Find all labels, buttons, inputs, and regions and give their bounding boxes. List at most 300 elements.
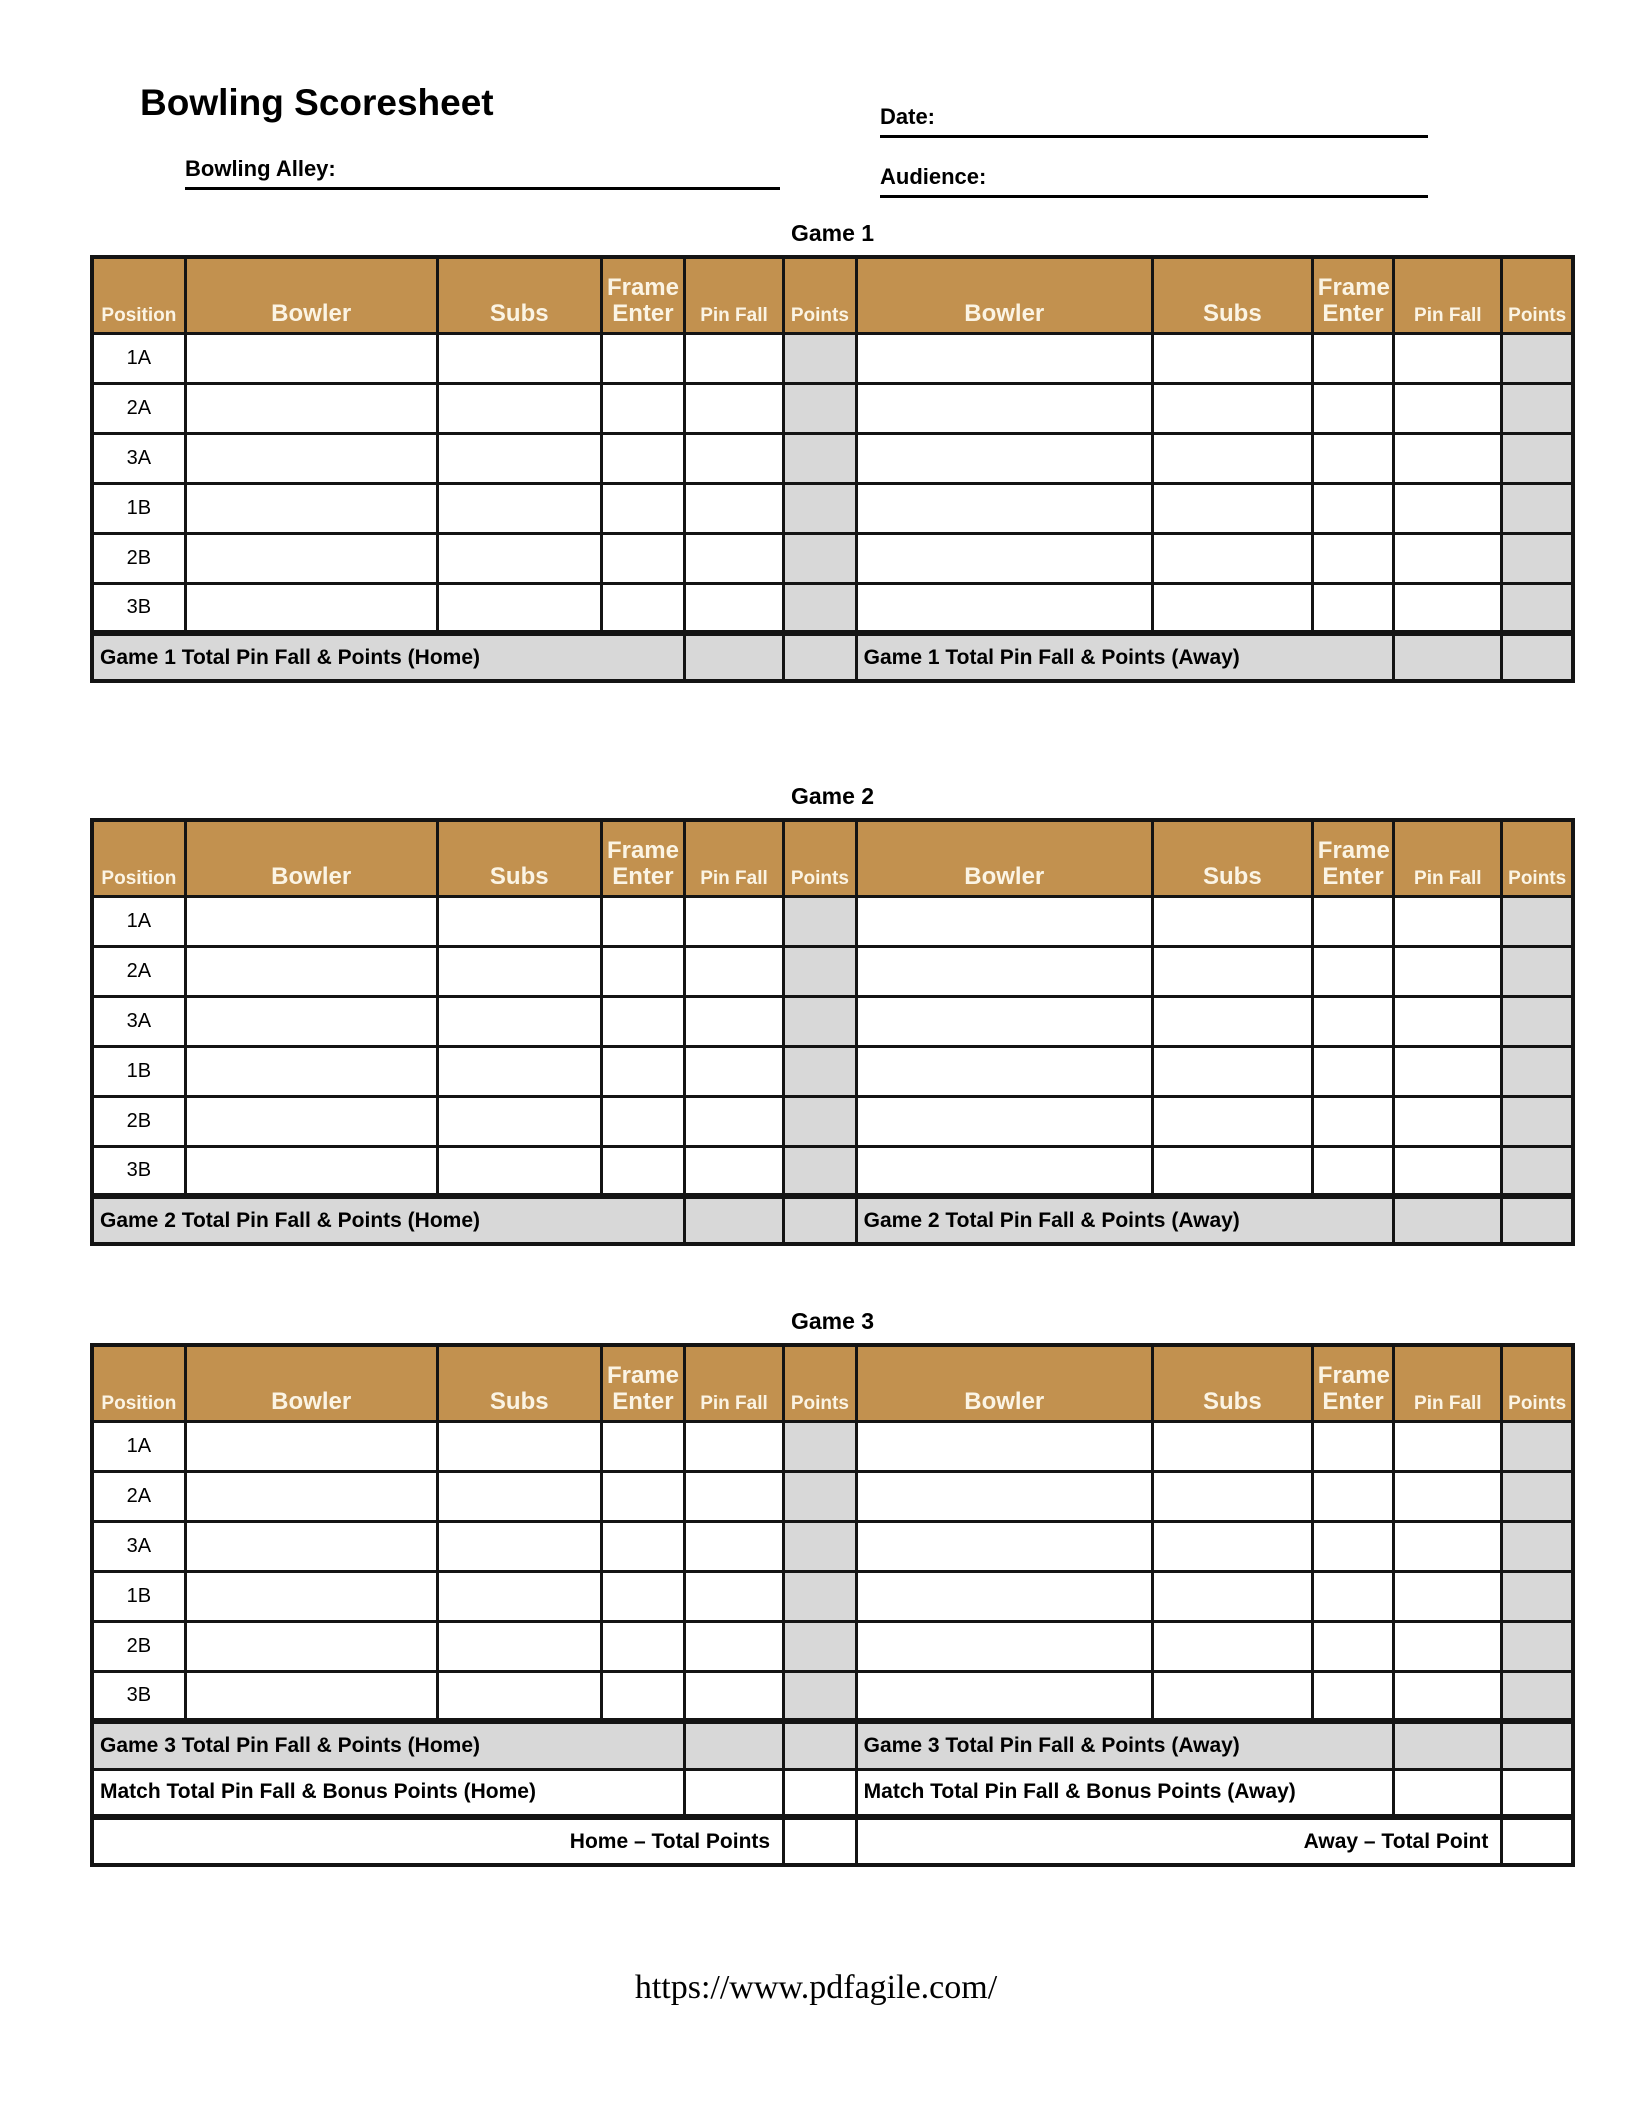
points-home-cell[interactable] (784, 1521, 857, 1571)
bowler-home-cell[interactable] (185, 1096, 437, 1146)
pin-fall-away-cell[interactable] (1394, 483, 1502, 533)
col-subs-away: Subs (1152, 1345, 1312, 1421)
points-away-cell[interactable] (1502, 1471, 1573, 1521)
frame-enter-away-cell[interactable] (1312, 1671, 1393, 1721)
col-points-away: Points (1502, 1345, 1573, 1421)
pin-fall-away-cell[interactable] (1394, 433, 1502, 483)
pin-fall-away-cell[interactable] (1394, 1571, 1502, 1621)
col-frame-enter-home: Frame Enter (601, 820, 684, 896)
bowler-home-cell[interactable] (185, 1421, 437, 1471)
frame-enter-home-cell[interactable] (601, 1146, 684, 1196)
subs-away-cell[interactable] (1152, 433, 1312, 483)
col-subs-home: Subs (437, 257, 601, 333)
home-total-pin-fall-cell[interactable] (684, 1196, 783, 1244)
home-total-pin-fall-cell[interactable] (684, 633, 783, 681)
col-pin-fall-home: Pin Fall (684, 257, 783, 333)
subs-home-cell[interactable] (437, 1521, 601, 1571)
subs-away-cell[interactable] (1152, 1421, 1312, 1471)
subs-away-cell[interactable] (1152, 996, 1312, 1046)
frame-enter-away-cell[interactable] (1312, 1471, 1393, 1521)
frame-enter-home-cell[interactable] (601, 1471, 684, 1521)
subs-home-cell[interactable] (437, 383, 601, 433)
points-home-cell[interactable] (784, 1421, 857, 1471)
frame-enter-away-cell[interactable] (1312, 583, 1393, 633)
score-row (92, 1571, 1573, 1621)
points-away-cell[interactable] (1502, 333, 1573, 383)
score-row (92, 333, 1573, 383)
pin-fall-home-cell[interactable] (684, 1146, 783, 1196)
home-total-label: Game 3 Total Pin Fall & Points (Home) (92, 1721, 684, 1769)
bowler-home-cell[interactable] (185, 1621, 437, 1671)
away-final-points-cell[interactable] (1502, 1817, 1573, 1865)
position-cell: 3B (92, 583, 185, 633)
match-home-label: Match Total Pin Fall & Bonus Points (Home) (92, 1769, 684, 1817)
pin-fall-away-cell[interactable] (1394, 383, 1502, 433)
points-away-cell[interactable] (1502, 1146, 1573, 1196)
pin-fall-home-cell[interactable] (684, 996, 783, 1046)
bowler-home-cell[interactable] (185, 1571, 437, 1621)
position-cell: 3A (92, 433, 185, 483)
position-cell: 2A (92, 946, 185, 996)
col-position: Position (92, 1345, 185, 1421)
score-row (92, 533, 1573, 583)
points-away-cell[interactable] (1502, 1096, 1573, 1146)
col-subs-home: Subs (437, 820, 601, 896)
subs-away-cell[interactable] (1152, 896, 1312, 946)
subs-home-cell[interactable] (437, 1146, 601, 1196)
pin-fall-away-cell[interactable] (1394, 1621, 1502, 1671)
bowler-away-cell[interactable] (856, 1571, 1152, 1621)
col-frame-enter-away: Frame Enter (1312, 257, 1393, 333)
game-total-row (92, 633, 1573, 681)
subs-home-cell[interactable] (437, 533, 601, 583)
points-home-cell[interactable] (784, 1096, 857, 1146)
pin-fall-home-cell[interactable] (684, 483, 783, 533)
frame-enter-away-cell[interactable] (1312, 1621, 1393, 1671)
score-row (92, 1621, 1573, 1671)
pin-fall-home-cell[interactable] (684, 946, 783, 996)
col-frame-enter-away: Frame Enter (1312, 820, 1393, 896)
subs-away-cell[interactable] (1152, 383, 1312, 433)
frame-enter-home-cell[interactable] (601, 896, 684, 946)
away-total-label: Game 3 Total Pin Fall & Points (Away) (856, 1721, 1394, 1769)
frame-enter-away-cell[interactable] (1312, 1046, 1393, 1096)
match-away-points-cell[interactable] (1502, 1769, 1573, 1817)
score-row (92, 1471, 1573, 1521)
bowler-home-cell[interactable] (185, 1046, 437, 1096)
position-cell: 2B (92, 1621, 185, 1671)
bowler-away-cell[interactable] (856, 1471, 1152, 1521)
page-title: Bowling Scoresheet (140, 82, 494, 123)
position-cell: 3B (92, 1671, 185, 1721)
position-cell: 1A (92, 333, 185, 383)
frame-enter-home-cell[interactable] (601, 533, 684, 583)
col-points-away: Points (1502, 257, 1573, 333)
pin-fall-home-cell[interactable] (684, 1471, 783, 1521)
subs-away-cell[interactable] (1152, 1146, 1312, 1196)
pin-fall-away-cell[interactable] (1394, 1421, 1502, 1471)
bowler-away-cell[interactable] (856, 483, 1152, 533)
game-total-row (92, 1721, 1573, 1769)
frame-enter-home-cell[interactable] (601, 583, 684, 633)
position-cell: 1B (92, 1046, 185, 1096)
frame-enter-away-cell[interactable] (1312, 1571, 1393, 1621)
pin-fall-away-cell[interactable] (1394, 896, 1502, 946)
home-total-label: Game 2 Total Pin Fall & Points (Home) (92, 1196, 684, 1244)
home-total-points-cell[interactable] (784, 633, 857, 681)
subs-home-cell[interactable] (437, 996, 601, 1046)
points-away-cell[interactable] (1502, 583, 1573, 633)
footer-url: https://www.pdfagile.com/ (634, 1969, 998, 2006)
col-points-away: Points (1502, 820, 1573, 896)
position-cell: 1B (92, 1571, 185, 1621)
pin-fall-away-cell[interactable] (1394, 946, 1502, 996)
score-row (92, 946, 1573, 996)
pin-fall-away-cell[interactable] (1394, 1146, 1502, 1196)
col-subs-away: Subs (1152, 820, 1312, 896)
subs-home-cell[interactable] (437, 483, 601, 533)
header-left (140, 82, 880, 198)
points-away-cell[interactable] (1502, 1621, 1573, 1671)
score-row (92, 1096, 1573, 1146)
points-away-cell[interactable] (1502, 1571, 1573, 1621)
position-cell: 3A (92, 1521, 185, 1571)
frame-enter-away-cell[interactable] (1312, 1146, 1393, 1196)
score-row (92, 1421, 1573, 1471)
home-final-label: Home – Total Points (92, 1817, 784, 1865)
subs-home-cell[interactable] (437, 946, 601, 996)
col-pin-fall-away: Pin Fall (1394, 257, 1502, 333)
home-total-points-cell[interactable] (784, 1196, 857, 1244)
subs-away-cell[interactable] (1152, 333, 1312, 383)
col-pin-fall-home: Pin Fall (684, 1345, 783, 1421)
match-home-pin-fall-cell[interactable] (684, 1769, 783, 1817)
home-total-label: Game 1 Total Pin Fall & Points (Home) (92, 633, 684, 681)
header-row (92, 820, 1573, 896)
bowler-away-cell[interactable] (856, 896, 1152, 946)
score-row (92, 1146, 1573, 1196)
bowler-home-cell[interactable] (185, 533, 437, 583)
subs-home-cell[interactable] (437, 333, 601, 383)
frame-enter-home-cell[interactable] (601, 483, 684, 533)
points-home-cell[interactable] (784, 946, 857, 996)
score-row (92, 383, 1573, 433)
game-1-title: Game 1 (790, 220, 875, 246)
subs-away-cell[interactable] (1152, 946, 1312, 996)
points-home-cell[interactable] (784, 533, 857, 583)
bowler-home-cell[interactable] (185, 1146, 437, 1196)
subs-home-cell[interactable] (437, 1571, 601, 1621)
frame-enter-home-cell[interactable] (601, 1421, 684, 1471)
bowler-home-cell[interactable] (185, 1471, 437, 1521)
bowler-away-cell[interactable] (856, 996, 1152, 1046)
points-home-cell[interactable] (784, 1046, 857, 1096)
points-home-cell[interactable] (784, 483, 857, 533)
frame-enter-home-cell[interactable] (601, 1571, 684, 1621)
bowler-away-cell[interactable] (856, 1521, 1152, 1571)
bowler-home-cell[interactable] (185, 333, 437, 383)
subs-away-cell[interactable] (1152, 1521, 1312, 1571)
subs-away-cell[interactable] (1152, 1621, 1312, 1671)
pin-fall-away-cell[interactable] (1394, 333, 1502, 383)
points-away-cell[interactable] (1502, 1671, 1573, 1721)
game-1-table (90, 255, 1575, 683)
away-total-pin-fall-cell[interactable] (1394, 1721, 1502, 1769)
match-total-row (92, 1769, 1573, 1817)
match-away-pin-fall-cell[interactable] (1394, 1769, 1502, 1817)
points-home-cell[interactable] (784, 1146, 857, 1196)
frame-enter-home-cell[interactable] (601, 996, 684, 1046)
pin-fall-home-cell[interactable] (684, 1521, 783, 1571)
game-3-table (90, 1343, 1575, 1867)
frame-enter-away-cell[interactable] (1312, 1421, 1393, 1471)
date-label: Date: (880, 104, 936, 129)
pin-fall-away-cell[interactable] (1394, 996, 1502, 1046)
points-away-cell[interactable] (1502, 383, 1573, 433)
pin-fall-home-cell[interactable] (684, 1096, 783, 1146)
game-total-row (92, 1196, 1573, 1244)
game-3-title: Game 3 (790, 1308, 875, 1334)
frame-enter-home-cell[interactable] (601, 383, 684, 433)
bowler-away-cell[interactable] (856, 1146, 1152, 1196)
frame-enter-away-cell[interactable] (1312, 1096, 1393, 1146)
pin-fall-away-cell[interactable] (1394, 1096, 1502, 1146)
col-bowler-home: Bowler (185, 820, 437, 896)
points-home-cell[interactable] (784, 1671, 857, 1721)
home-total-points-cell[interactable] (784, 1721, 857, 1769)
position-cell: 2A (92, 1471, 185, 1521)
points-home-cell[interactable] (784, 896, 857, 946)
position-cell: 3A (92, 996, 185, 1046)
bowler-home-cell[interactable] (185, 896, 437, 946)
page-header (0, 0, 1632, 198)
pin-fall-away-cell[interactable] (1394, 1471, 1502, 1521)
pin-fall-away-cell[interactable] (1394, 1046, 1502, 1096)
frame-enter-home-cell[interactable] (601, 1621, 684, 1671)
date-field[interactable] (880, 104, 1428, 138)
position-cell: 2B (92, 533, 185, 583)
points-away-cell[interactable] (1502, 483, 1573, 533)
bowler-away-cell[interactable] (856, 1096, 1152, 1146)
frame-enter-away-cell[interactable] (1312, 433, 1393, 483)
score-row (92, 996, 1573, 1046)
game-3-section (0, 1308, 1632, 1867)
subs-home-cell[interactable] (437, 1671, 601, 1721)
game-2-table (90, 818, 1575, 1246)
pin-fall-home-cell[interactable] (684, 1046, 783, 1096)
bowler-away-cell[interactable] (856, 383, 1152, 433)
col-subs-home: Subs (437, 1345, 601, 1421)
bowling-alley-field[interactable] (185, 156, 780, 190)
points-away-cell[interactable] (1502, 433, 1573, 483)
col-bowler-home: Bowler (185, 257, 437, 333)
pin-fall-away-cell[interactable] (1394, 1521, 1502, 1571)
home-final-points-cell[interactable] (784, 1817, 857, 1865)
bowler-away-cell[interactable] (856, 1421, 1152, 1471)
points-home-cell[interactable] (784, 1621, 857, 1671)
frame-enter-home-cell[interactable] (601, 433, 684, 483)
points-away-cell[interactable] (1502, 996, 1573, 1046)
points-home-cell[interactable] (784, 583, 857, 633)
points-away-cell[interactable] (1502, 533, 1573, 583)
pin-fall-home-cell[interactable] (684, 583, 783, 633)
bowler-home-cell[interactable] (185, 1521, 437, 1571)
pin-fall-home-cell[interactable] (684, 333, 783, 383)
bowler-home-cell[interactable] (185, 583, 437, 633)
header-row (92, 257, 1573, 333)
col-bowler-away: Bowler (856, 257, 1152, 333)
bowler-away-cell[interactable] (856, 1621, 1152, 1671)
col-frame-enter-home: Frame Enter (601, 1345, 684, 1421)
bowler-home-cell[interactable] (185, 1671, 437, 1721)
frame-enter-home-cell[interactable] (601, 333, 684, 383)
frame-enter-away-cell[interactable] (1312, 996, 1393, 1046)
bowler-home-cell[interactable] (185, 383, 437, 433)
col-position: Position (92, 257, 185, 333)
match-away-label: Match Total Pin Fall & Bonus Points (Away) (856, 1769, 1394, 1817)
score-row (92, 896, 1573, 946)
pin-fall-home-cell[interactable] (684, 1671, 783, 1721)
game-2-section (0, 783, 1632, 1246)
col-points-home: Points (784, 820, 857, 896)
subs-home-cell[interactable] (437, 1046, 601, 1096)
points-away-cell[interactable] (1502, 1421, 1573, 1471)
pin-fall-home-cell[interactable] (684, 1421, 783, 1471)
header-row (92, 1345, 1573, 1421)
bowler-away-cell[interactable] (856, 1046, 1152, 1096)
game-2-title: Game 2 (790, 783, 875, 809)
frame-enter-away-cell[interactable] (1312, 1521, 1393, 1571)
subs-away-cell[interactable] (1152, 1671, 1312, 1721)
frame-enter-away-cell[interactable] (1312, 946, 1393, 996)
position-cell: 1B (92, 483, 185, 533)
frame-enter-home-cell[interactable] (601, 1671, 684, 1721)
points-home-cell[interactable] (784, 996, 857, 1046)
header-right (880, 82, 1428, 198)
col-bowler-away: Bowler (856, 1345, 1152, 1421)
frame-enter-away-cell[interactable] (1312, 383, 1393, 433)
bowler-away-cell[interactable] (856, 333, 1152, 383)
bowler-away-cell[interactable] (856, 946, 1152, 996)
audience-field[interactable] (880, 164, 1428, 198)
bowler-away-cell[interactable] (856, 1671, 1152, 1721)
subs-away-cell[interactable] (1152, 1471, 1312, 1521)
points-away-cell[interactable] (1502, 946, 1573, 996)
match-home-points-cell[interactable] (784, 1769, 857, 1817)
page-footer (0, 1969, 1632, 2007)
pin-fall-home-cell[interactable] (684, 433, 783, 483)
game-1-section (0, 220, 1632, 683)
pin-fall-home-cell[interactable] (684, 1621, 783, 1671)
bowler-home-cell[interactable] (185, 483, 437, 533)
subs-home-cell[interactable] (437, 896, 601, 946)
away-total-label: Game 2 Total Pin Fall & Points (Away) (856, 1196, 1394, 1244)
points-home-cell[interactable] (784, 383, 857, 433)
away-final-label: Away – Total Point (856, 1817, 1502, 1865)
subs-away-cell[interactable] (1152, 533, 1312, 583)
col-frame-enter-home: Frame Enter (601, 257, 684, 333)
score-row (92, 583, 1573, 633)
bowler-home-cell[interactable] (185, 996, 437, 1046)
col-pin-fall-home: Pin Fall (684, 820, 783, 896)
frame-enter-away-cell[interactable] (1312, 333, 1393, 383)
subs-home-cell[interactable] (437, 583, 601, 633)
points-home-cell[interactable] (784, 1571, 857, 1621)
pin-fall-away-cell[interactable] (1394, 533, 1502, 583)
points-away-cell[interactable] (1502, 896, 1573, 946)
away-total-label: Game 1 Total Pin Fall & Points (Away) (856, 633, 1394, 681)
frame-enter-home-cell[interactable] (601, 1046, 684, 1096)
audience-label: Audience: (880, 164, 987, 189)
frame-enter-home-cell[interactable] (601, 1096, 684, 1146)
subs-away-cell[interactable] (1152, 483, 1312, 533)
away-total-pin-fall-cell[interactable] (1394, 633, 1502, 681)
final-points-row (92, 1817, 1573, 1865)
home-total-pin-fall-cell[interactable] (684, 1721, 783, 1769)
score-row (92, 1521, 1573, 1571)
bowler-away-cell[interactable] (856, 433, 1152, 483)
col-bowler-away: Bowler (856, 820, 1152, 896)
frame-enter-home-cell[interactable] (601, 1521, 684, 1571)
points-home-cell[interactable] (784, 433, 857, 483)
points-home-cell[interactable] (784, 333, 857, 383)
pin-fall-home-cell[interactable] (684, 1571, 783, 1621)
col-pin-fall-away: Pin Fall (1394, 820, 1502, 896)
bowler-away-cell[interactable] (856, 583, 1152, 633)
pin-fall-home-cell[interactable] (684, 896, 783, 946)
subs-home-cell[interactable] (437, 433, 601, 483)
col-pin-fall-away: Pin Fall (1394, 1345, 1502, 1421)
subs-home-cell[interactable] (437, 1621, 601, 1671)
away-total-pin-fall-cell[interactable] (1394, 1196, 1502, 1244)
col-position: Position (92, 820, 185, 896)
subs-home-cell[interactable] (437, 1471, 601, 1521)
away-total-points-cell[interactable] (1502, 1721, 1573, 1769)
points-away-cell[interactable] (1502, 1521, 1573, 1571)
position-cell: 1A (92, 896, 185, 946)
subs-home-cell[interactable] (437, 1421, 601, 1471)
bowler-away-cell[interactable] (856, 533, 1152, 583)
frame-enter-away-cell[interactable] (1312, 483, 1393, 533)
score-row (92, 483, 1573, 533)
frame-enter-home-cell[interactable] (601, 946, 684, 996)
col-points-home: Points (784, 1345, 857, 1421)
subs-away-cell[interactable] (1152, 583, 1312, 633)
bowler-home-cell[interactable] (185, 433, 437, 483)
col-bowler-home: Bowler (185, 1345, 437, 1421)
score-row (92, 1046, 1573, 1096)
col-frame-enter-away: Frame Enter (1312, 1345, 1393, 1421)
pin-fall-away-cell[interactable] (1394, 1671, 1502, 1721)
subs-away-cell[interactable] (1152, 1046, 1312, 1096)
frame-enter-away-cell[interactable] (1312, 533, 1393, 583)
col-subs-away: Subs (1152, 257, 1312, 333)
subs-home-cell[interactable] (437, 1096, 601, 1146)
bowling-alley-label: Bowling Alley: (185, 156, 336, 181)
points-home-cell[interactable] (784, 1471, 857, 1521)
pin-fall-home-cell[interactable] (684, 383, 783, 433)
frame-enter-away-cell[interactable] (1312, 896, 1393, 946)
subs-away-cell[interactable] (1152, 1096, 1312, 1146)
away-total-points-cell[interactable] (1502, 1196, 1573, 1244)
away-total-points-cell[interactable] (1502, 633, 1573, 681)
points-away-cell[interactable] (1502, 1046, 1573, 1096)
pin-fall-away-cell[interactable] (1394, 583, 1502, 633)
position-cell: 2B (92, 1096, 185, 1146)
subs-away-cell[interactable] (1152, 1571, 1312, 1621)
bowler-home-cell[interactable] (185, 946, 437, 996)
pin-fall-home-cell[interactable] (684, 533, 783, 583)
